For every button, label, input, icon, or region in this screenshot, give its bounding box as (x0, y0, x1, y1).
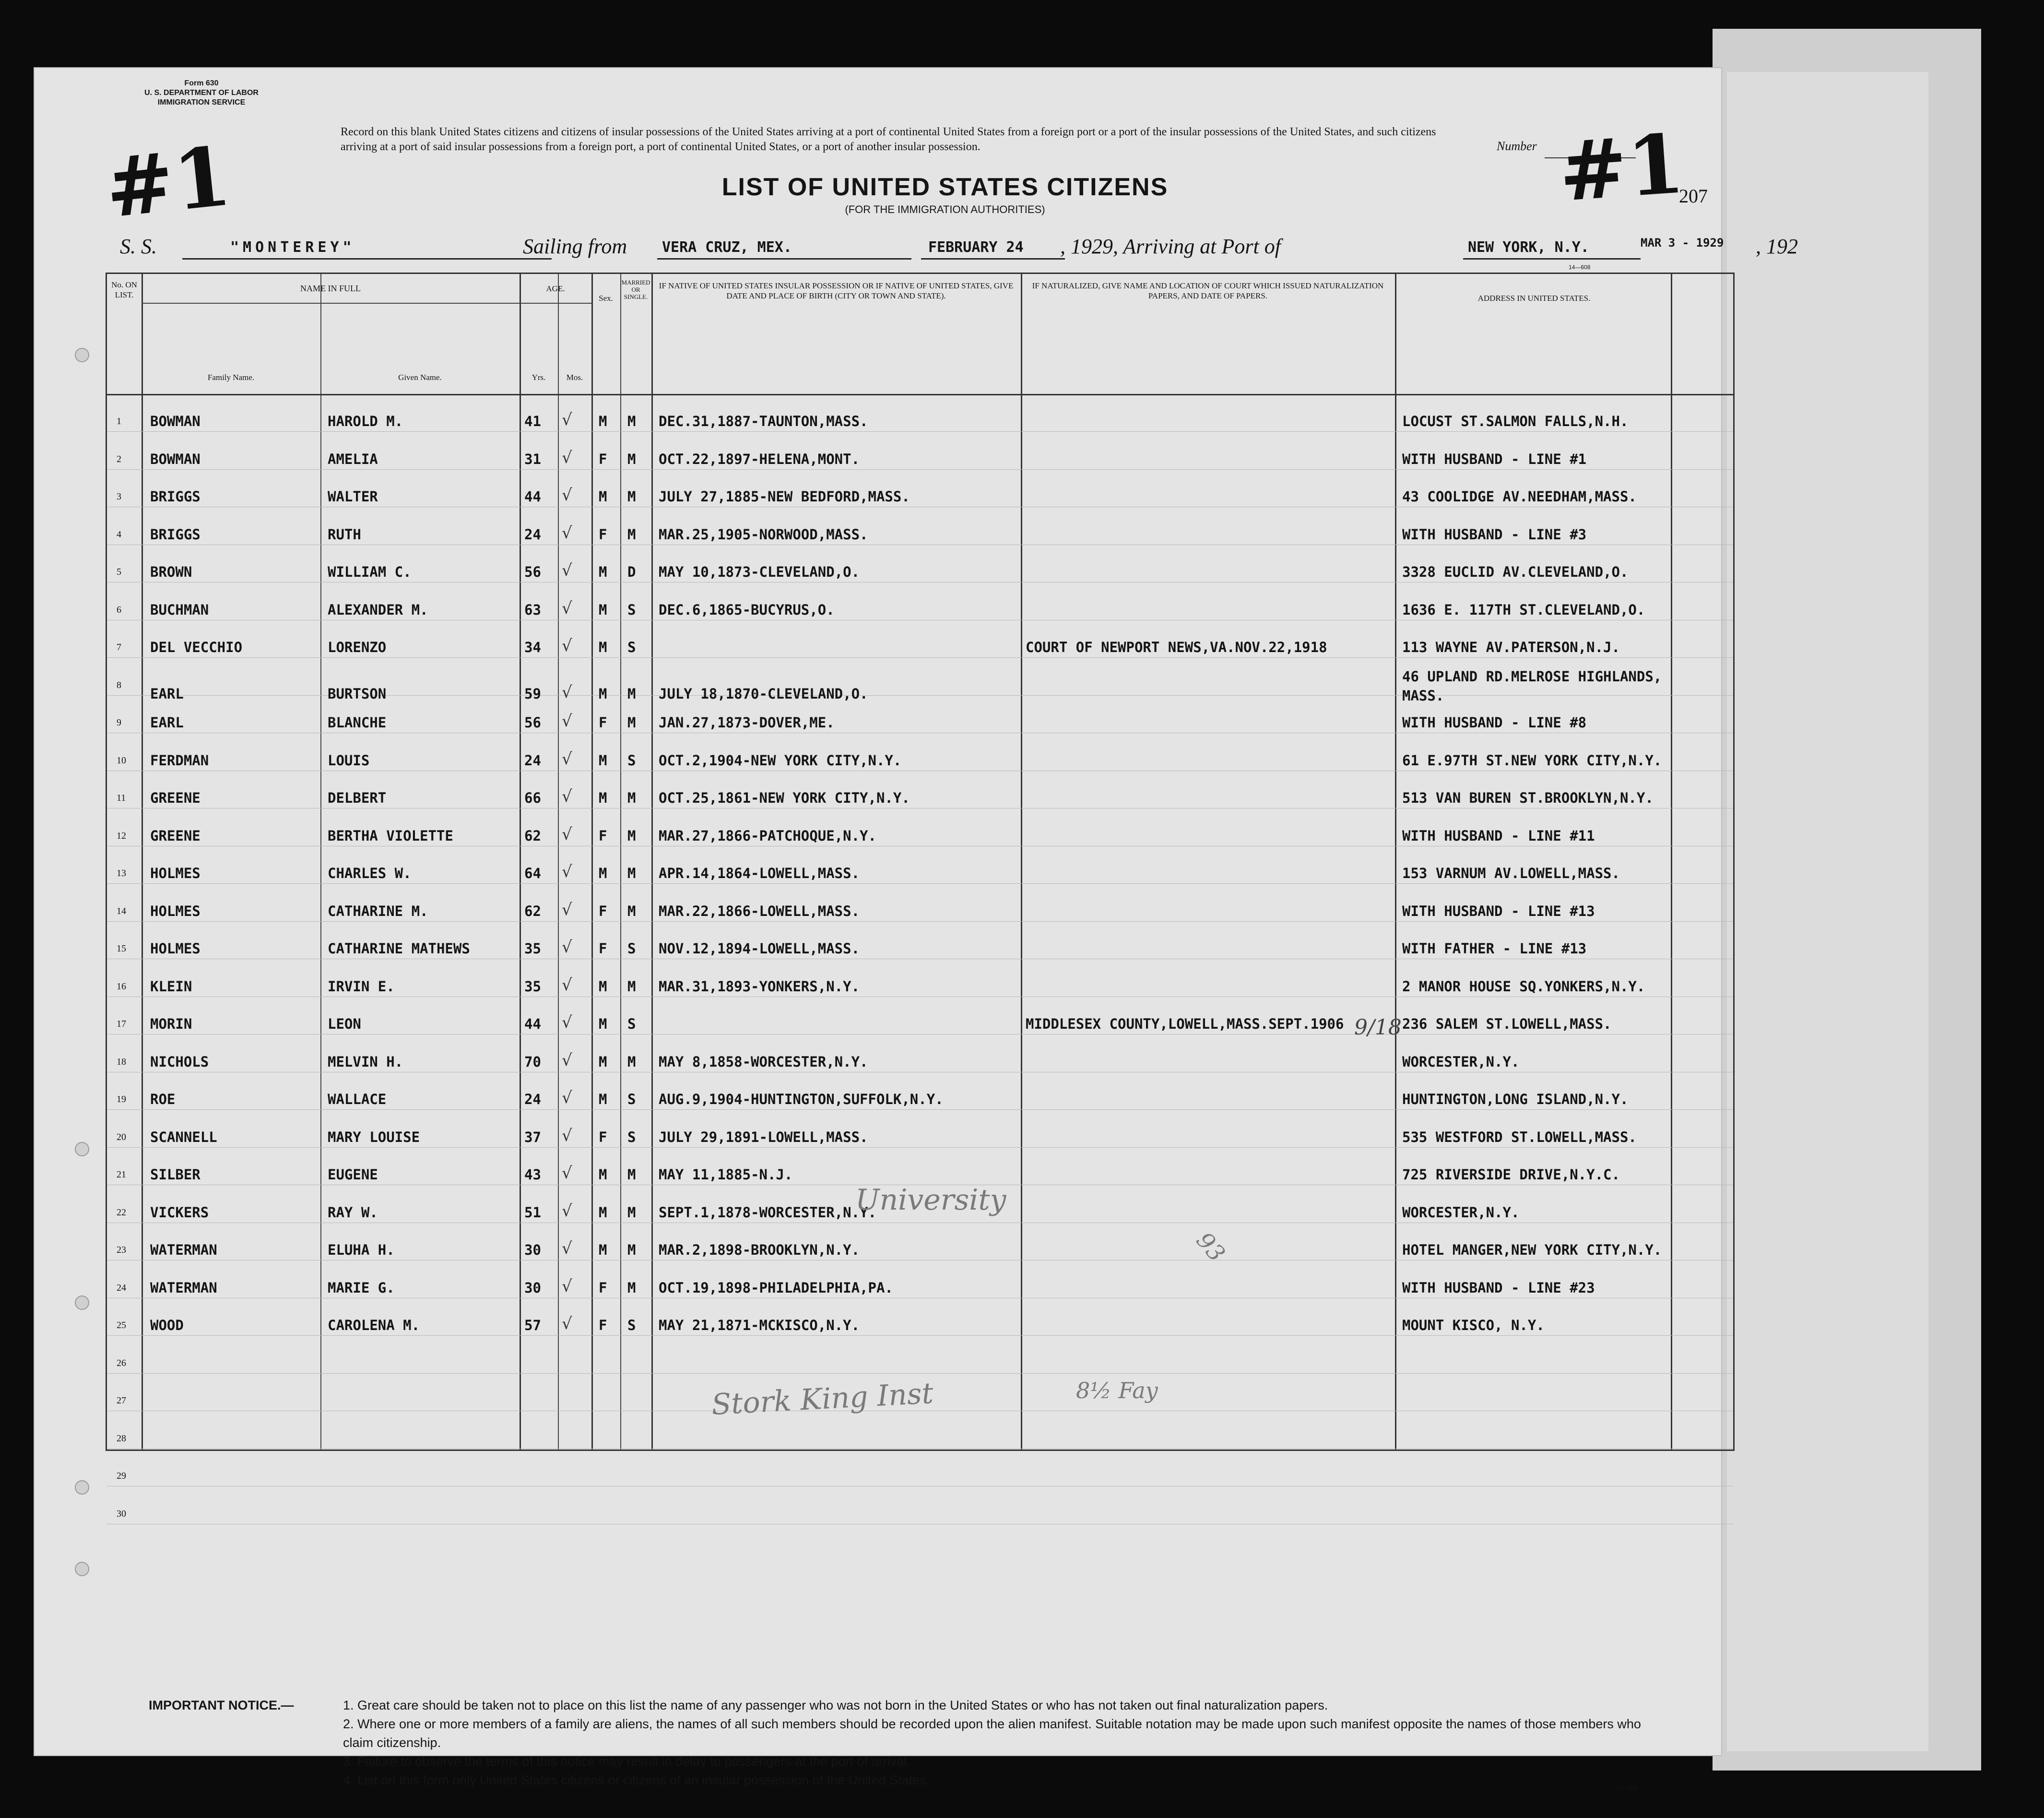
handwritten-note: Stork King Inst (710, 1376, 934, 1422)
form-number: Form 630 (184, 79, 219, 87)
marital-status: M (627, 978, 636, 995)
handwritten-mark: 9/18 (1354, 1015, 1402, 1040)
sex: M (599, 978, 607, 995)
row-number: 15 (117, 943, 126, 954)
address: WITH HUSBAND - LINE #11 (1402, 827, 1595, 844)
given-name: MARY LOUISE (328, 1129, 420, 1145)
row-number: 12 (117, 830, 126, 841)
sex: M (599, 1242, 607, 1258)
page-subtitle: (FOR THE IMMIGRATION AUTHORITIES) (845, 203, 1045, 215)
marital-status: M (627, 1053, 636, 1070)
row-number: 1 (117, 416, 121, 427)
row-number: 25 (117, 1320, 126, 1331)
year-suffix: , 192 (1756, 235, 1798, 258)
family-name: KLEIN (150, 978, 192, 995)
row-rule (107, 1373, 1733, 1374)
given-name: CATHARINE M. (328, 903, 428, 919)
age-years: 24 (524, 752, 541, 769)
row-number: 20 (117, 1131, 126, 1142)
sailing-label: Sailing from (523, 235, 627, 258)
family-name: HOLMES (150, 865, 201, 881)
check-mark-icon: √ (562, 938, 572, 957)
marital-status: M (627, 1204, 636, 1221)
address: WITH HUSBAND - LINE #3 (1402, 526, 1587, 543)
age-years: 24 (524, 1091, 541, 1107)
given-name: BURTSON (328, 685, 387, 702)
manifest-page (34, 67, 1798, 1792)
sex: M (599, 685, 607, 702)
number-label: Number (1497, 139, 1537, 153)
row-number: 28 (117, 1433, 126, 1444)
birth-date-place: AUG.9,1904-HUNTINGTON,SUFFOLK,N.Y. (659, 1091, 944, 1107)
row-number: 23 (117, 1245, 126, 1255)
family-name: SCANNELL (150, 1129, 217, 1145)
marital-status: M (627, 685, 636, 702)
sex: F (599, 1317, 607, 1333)
punch-hole (75, 348, 89, 362)
row-rule (107, 657, 1733, 658)
punch-hole (75, 1562, 89, 1576)
row-number: 21 (117, 1169, 126, 1180)
voyage-line (120, 230, 1798, 264)
check-mark-icon: √ (562, 787, 572, 806)
given-name: MELVIN H. (328, 1053, 403, 1070)
address: WITH HUSBAND - LINE #1 (1402, 451, 1587, 467)
family-name: BRIGGS (150, 488, 201, 505)
header-family-name: Family Name. (207, 373, 255, 382)
marital-status: M (627, 488, 636, 505)
birth-date-place: OCT.19,1898-PHILADELPHIA,PA. (659, 1279, 893, 1296)
family-name: SILBER (150, 1166, 201, 1183)
given-name: EUGENE (328, 1166, 378, 1183)
header-naturalized: IF NATURALIZED, GIVE NAME AND LOCATION OF COURT WHICH ISSUED NATURALIZATION PAPERS, AND DATE OF PAPERS. (1032, 281, 1384, 300)
age-years: 63 (524, 601, 541, 618)
marital-status: M (627, 714, 636, 731)
department: U. S. DEPARTMENT OF LABOR (144, 89, 259, 97)
check-mark-icon: √ (562, 1013, 572, 1032)
family-name: EARL (150, 714, 184, 731)
birth-date-place: JAN.27,1873-DOVER,ME. (659, 714, 835, 731)
sex: M (599, 1166, 607, 1183)
birth-date-place: OCT.22,1897-HELENA,MONT. (659, 451, 860, 467)
check-mark-icon: √ (562, 712, 572, 731)
marital-status: M (627, 451, 636, 467)
check-mark-icon: √ (562, 682, 572, 702)
row-number: 16 (117, 981, 126, 992)
check-mark-icon: √ (562, 523, 572, 543)
sailing-date: FEBRUARY 24 (928, 239, 1024, 256)
row-number: 10 (117, 755, 126, 766)
naturalization-court: COURT OF NEWPORT NEWS,VA.NOV.22,1918 (1026, 639, 1327, 655)
family-name: GREENE (150, 790, 201, 806)
header-name: NAME IN FULL (300, 284, 361, 293)
marital-status: S (627, 601, 636, 618)
notice-item: 1. Great care should be taken not to place on this list the name of any passenger who was not born in the United States or who has not taken out final naturalization papers. (343, 1698, 1328, 1712)
handwritten-mark: 93 (1191, 1227, 1230, 1267)
check-mark-icon: √ (562, 1239, 572, 1258)
marital-status: S (627, 752, 636, 769)
marital-status: S (627, 1091, 636, 1107)
sex: M (599, 1091, 607, 1107)
family-name: MORIN (150, 1016, 192, 1032)
row-number: 29 (117, 1471, 126, 1481)
check-mark-icon: √ (562, 486, 572, 505)
check-mark-icon: √ (562, 561, 572, 580)
birth-date-place: MAY 11,1885-N.J. (659, 1166, 793, 1183)
row-number: 19 (117, 1094, 126, 1105)
age-years: 59 (524, 685, 541, 702)
address: 46 UPLAND RD.MELROSE HIGHLANDS, (1402, 668, 1662, 685)
sex: M (599, 639, 607, 655)
ss-label: S. S. (120, 235, 157, 258)
header-no: No. ON LIST. (111, 280, 137, 299)
age-years: 35 (524, 940, 541, 957)
address: 1636 E. 117TH ST.CLEVELAND,O. (1402, 601, 1645, 618)
marital-status: M (627, 1166, 636, 1183)
given-name: LORENZO (328, 639, 387, 655)
birth-date-place: MAR.31,1893-YONKERS,N.Y. (659, 978, 860, 995)
age-years: 56 (524, 564, 541, 580)
given-name: WALLACE (328, 1091, 387, 1107)
sex: M (599, 601, 607, 618)
check-mark-icon: √ (562, 1088, 572, 1107)
marital-status: S (627, 639, 636, 655)
check-mark-icon: √ (562, 900, 572, 919)
birth-date-place: SEPT.1,1878-WORCESTER,N.Y. (659, 1204, 876, 1221)
sex: M (599, 865, 607, 881)
age-years: 70 (524, 1053, 541, 1070)
birth-date-place: MAY 21,1871-MCKISCO,N.Y. (659, 1317, 860, 1333)
row-number: 8 (117, 679, 121, 690)
age-years: 24 (524, 526, 541, 543)
sex: M (599, 413, 607, 429)
age-years: 66 (524, 790, 541, 806)
address: WORCESTER,N.Y. (1402, 1053, 1520, 1070)
marital-status: S (627, 1317, 636, 1333)
check-mark-icon: √ (562, 1126, 572, 1145)
sex: M (599, 1204, 607, 1221)
marital-status: D (627, 564, 636, 580)
header-given-name: Given Name. (398, 373, 442, 382)
given-name: CAROLENA M. (328, 1317, 420, 1333)
birth-date-place: DEC.6,1865-BUCYRUS,O. (659, 601, 835, 618)
row-number: 18 (117, 1056, 126, 1067)
family-name: WOOD (150, 1317, 184, 1333)
sex: F (599, 1129, 607, 1145)
notice-item: 4. List on this form only United States citizens or citizens of an insular possession of the United States. (343, 1773, 930, 1787)
address: 153 VARNUM AV.LOWELL,MASS. (1402, 865, 1620, 881)
row-number: 2 (117, 453, 121, 464)
row-number: 22 (117, 1207, 126, 1218)
row-number: 11 (117, 793, 126, 803)
instructions-text: Record on this blank United States citizens and citizens of insular possessions of the United States arriving at a port of continental United States from a foreign port or a port of the insular possessions of the United States, and such citizens arriving at a port of said insular possessions from a foreign port, a port of continental United States, or a port of another insular possession. (341, 126, 1436, 153)
family-name: NICHOLS (150, 1053, 209, 1070)
family-name: BUCHMAN (150, 601, 209, 618)
address: 535 WESTFORD ST.LOWELL,MASS. (1402, 1129, 1637, 1145)
family-name: WATERMAN (150, 1279, 217, 1296)
row-rule (107, 1109, 1733, 1110)
header-address: ADDRESS IN UNITED STATES. (1477, 294, 1591, 303)
handwritten-mark-right: #1 (1556, 116, 1688, 220)
family-name: ROE (150, 1091, 176, 1107)
handwritten-note: University (855, 1183, 1006, 1217)
form-header (115, 79, 288, 107)
sex: M (599, 1016, 607, 1032)
given-name: BLANCHE (328, 714, 387, 731)
sex: M (599, 564, 607, 580)
family-name: HOLMES (150, 903, 201, 919)
family-name: BROWN (150, 564, 192, 580)
marital-status: M (627, 1242, 636, 1258)
family-name: BRIGGS (150, 526, 201, 543)
address: WORCESTER,N.Y. (1402, 1204, 1520, 1221)
row-rule (107, 431, 1733, 432)
address: 3328 EUCLID AV.CLEVELAND,O. (1402, 564, 1629, 580)
address: 43 COOLIDGE AV.NEEDHAM,MASS. (1402, 488, 1637, 505)
given-name: LEON (328, 1016, 361, 1032)
handwritten-note: 8½ Fay (1076, 1378, 1158, 1403)
given-name: CATHARINE MATHEWS (328, 940, 470, 957)
address: 2 MANOR HOUSE SQ.YONKERS,N.Y. (1402, 978, 1645, 995)
address: WITH HUSBAND - LINE #23 (1402, 1279, 1595, 1296)
check-mark-icon: √ (562, 1164, 572, 1183)
punch-hole (75, 1142, 89, 1156)
given-name: IRVIN E. (328, 978, 395, 995)
birth-date-place: JULY 27,1885-NEW BEDFORD,MASS. (659, 488, 910, 505)
birth-date-place: MAR.2,1898-BROOKLYN,N.Y. (659, 1242, 860, 1258)
given-name: BERTHA VIOLETTE (328, 827, 453, 844)
given-name: WALTER (328, 488, 378, 505)
given-name: HAROLD M. (328, 413, 403, 429)
header-sex: Sex. (599, 294, 613, 303)
header-native: IF NATIVE OF UNITED STATES INSULAR POSSESSION OR IF NATIVE OF UNITED STATES, GIVE DATE AND PLACE OF BIRTH (CITY OR TOWN AND STATE). (659, 281, 1014, 300)
marital-status: M (627, 790, 636, 806)
page-number: 207 (1679, 185, 1708, 207)
family-name: WATERMAN (150, 1242, 217, 1258)
address: 113 WAYNE AV.PATERSON,N.J. (1402, 639, 1620, 655)
sex: F (599, 451, 607, 467)
service: IMMIGRATION SERVICE (157, 98, 246, 107)
to-port: NEW YORK, N.Y. (1468, 239, 1589, 256)
birth-date-place: OCT.2,1904-NEW YORK CITY,N.Y. (659, 752, 902, 769)
address: 236 SALEM ST.LOWELL,MASS. (1402, 1016, 1612, 1032)
check-mark-icon: √ (562, 1050, 572, 1070)
marital-status: M (627, 1279, 636, 1296)
marital-status: S (627, 1129, 636, 1145)
address: 725 RIVERSIDE DRIVE,N.Y.C. (1402, 1166, 1620, 1183)
given-name: ELUHA H. (328, 1242, 395, 1258)
check-mark-icon: √ (562, 598, 572, 618)
sex: F (599, 940, 607, 957)
family-name: EARL (150, 685, 184, 702)
back-sheet (1727, 72, 1928, 1751)
address-line-2: MASS. (1402, 687, 1444, 704)
given-name: DELBERT (328, 790, 387, 806)
family-name: HOLMES (150, 940, 201, 957)
family-name: GREENE (150, 827, 201, 844)
birth-date-place: JULY 18,1870-CLEVELAND,O. (659, 685, 868, 702)
age-years: 57 (524, 1317, 541, 1333)
birth-date-place: MAR.27,1866-PATCHOQUE,N.Y. (659, 827, 876, 844)
age-years: 44 (524, 488, 541, 505)
address: 513 VAN BUREN ST.BROOKLYN,N.Y. (1402, 790, 1654, 806)
sex: M (599, 1053, 607, 1070)
birth-date-place: NOV.12,1894-LOWELL,MASS. (659, 940, 860, 957)
row-number: 17 (117, 1019, 126, 1029)
marital-status: M (627, 903, 636, 919)
family-name: VICKERS (150, 1204, 209, 1221)
row-number: 27 (117, 1395, 126, 1406)
sex: M (599, 752, 607, 769)
family-name: BOWMAN (150, 451, 201, 467)
birth-date-place: MAY 8,1858-WORCESTER,N.Y. (659, 1053, 868, 1070)
check-mark-icon: √ (562, 1314, 572, 1333)
header-yrs: Yrs. (532, 373, 546, 382)
given-name: ALEXANDER M. (328, 601, 428, 618)
notice-item: 3. Failure to observe the terms of this notice may result in delay to passengers at the port of arrival. (343, 1754, 910, 1769)
age-years: 62 (524, 903, 541, 919)
sex: F (599, 1279, 607, 1296)
birth-date-place: MAR.25,1905-NORWOOD,MASS. (659, 526, 868, 543)
family-name: DEL VECCHIO (150, 639, 243, 655)
naturalization-court: MIDDLESEX COUNTY,LOWELL,MASS.SEPT.1906 (1026, 1016, 1344, 1032)
check-mark-icon: √ (562, 824, 572, 844)
birth-date-place: DEC.31,1887-TAUNTON,MASS. (659, 413, 868, 429)
birth-date-place: MAY 10,1873-CLEVELAND,O. (659, 564, 860, 580)
given-name: AMELIA (328, 451, 378, 467)
age-years: 62 (524, 827, 541, 844)
sex: M (599, 488, 607, 505)
age-years: 34 (524, 639, 541, 655)
header-mos: Mos. (566, 373, 583, 382)
address: LOCUST ST.SALMON FALLS,N.H. (1402, 413, 1629, 429)
address: HUNTINGTON,LONG ISLAND,N.Y. (1402, 1091, 1629, 1107)
printer-mark: 14—608 (1569, 264, 1591, 271)
address: 61 E.97TH ST.NEW YORK CITY,N.Y. (1402, 752, 1662, 769)
age-years: 31 (524, 451, 541, 467)
row-number: 6 (117, 604, 121, 615)
address: WITH HUSBAND - LINE #13 (1402, 903, 1595, 919)
arrival-label: , 1929, Arriving at Port of (1060, 235, 1281, 258)
marital-status: M (627, 413, 636, 429)
row-number: 24 (117, 1282, 126, 1293)
age-years: 30 (524, 1242, 541, 1258)
sex: F (599, 827, 607, 844)
address: MOUNT KISCO, N.Y. (1402, 1317, 1545, 1333)
header-married: MARRIED OR SINGLE. (621, 279, 650, 300)
address: WITH FATHER - LINE #13 (1402, 940, 1587, 957)
punch-hole (75, 1295, 89, 1310)
marital-status: M (627, 827, 636, 844)
marital-status: S (627, 1016, 636, 1032)
row-number: 7 (117, 642, 121, 653)
birth-date-place: MAR.22,1866-LOWELL,MASS. (659, 903, 860, 919)
row-rule (107, 1335, 1733, 1336)
ship-name: "MONTEREY" (230, 239, 355, 256)
birth-date-place: OCT.25,1861-NEW YORK CITY,N.Y. (659, 790, 910, 806)
age-years: 37 (524, 1129, 541, 1145)
given-name: RUTH (328, 526, 361, 543)
age-years: 51 (524, 1204, 541, 1221)
check-mark-icon: √ (562, 448, 572, 467)
age-years: 30 (524, 1279, 541, 1296)
age-years: 35 (524, 978, 541, 995)
sex: F (599, 526, 607, 543)
check-mark-icon: √ (562, 1276, 572, 1296)
check-mark-icon: √ (562, 636, 572, 655)
check-mark-icon: √ (562, 975, 572, 995)
given-name: CHARLES W. (328, 865, 412, 881)
marital-status: S (627, 940, 636, 957)
check-mark-icon: √ (562, 1201, 572, 1221)
row-number: 5 (117, 567, 121, 577)
given-name: WILLIAM C. (328, 564, 412, 580)
marital-status: M (627, 526, 636, 543)
handwritten-mark-left: #1 (101, 128, 236, 237)
given-name: LOUIS (328, 752, 370, 769)
row-rule (107, 1147, 1733, 1148)
row-number: 9 (117, 717, 121, 728)
notice-items (343, 1696, 1667, 1790)
arrival-stamp: MAR 3 - 1929 (1641, 236, 1724, 250)
header-age: AGE. (546, 284, 565, 293)
sex: F (599, 903, 607, 919)
marital-status: M (627, 865, 636, 881)
check-mark-icon: √ (562, 410, 572, 429)
printer-mark-bottom: 14—608 (1617, 1785, 1639, 1792)
address: WITH HUSBAND - LINE #8 (1402, 714, 1587, 731)
age-years: 44 (524, 1016, 541, 1032)
row-rule (107, 469, 1733, 470)
row-number: 26 (117, 1357, 126, 1368)
family-name: FERDMAN (150, 752, 209, 769)
row-number: 14 (117, 905, 126, 916)
page-title: LIST OF UNITED STATES CITIZENS (721, 173, 1169, 201)
row-rule (107, 883, 1733, 884)
family-name: BOWMAN (150, 413, 201, 429)
age-years: 43 (524, 1166, 541, 1183)
age-years: 56 (524, 714, 541, 731)
address: HOTEL MANGER,NEW YORK CITY,N.Y. (1402, 1242, 1662, 1258)
punch-hole (75, 1480, 89, 1495)
row-rule (107, 921, 1733, 922)
notice-item: 2. Where one or more members of a family are aliens, the names of all such members should be recorded upon the alien manifest. Suitable notation may be made upon such manifest opposite the names of those members who claim citizenship. (343, 1717, 1641, 1750)
age-years: 64 (524, 865, 541, 881)
age-years: 41 (524, 413, 541, 429)
passenger-table (106, 273, 1735, 1519)
given-name: RAY W. (328, 1204, 378, 1221)
sex: F (599, 714, 607, 731)
from-port: VERA CRUZ, MEX. (662, 239, 792, 256)
row-number: 4 (117, 529, 121, 540)
check-mark-icon: √ (562, 862, 572, 881)
row-number: 3 (117, 491, 121, 502)
row-number: 13 (117, 868, 126, 879)
sex: M (599, 790, 607, 806)
row-number: 30 (117, 1508, 126, 1519)
birth-date-place: JULY 29,1891-LOWELL,MASS. (659, 1129, 868, 1145)
notice-label: IMPORTANT NOTICE.— (149, 1698, 294, 1712)
birth-date-place: APR.14,1864-LOWELL,MASS. (659, 865, 860, 881)
given-name: MARIE G. (328, 1279, 395, 1296)
check-mark-icon: √ (562, 749, 572, 769)
